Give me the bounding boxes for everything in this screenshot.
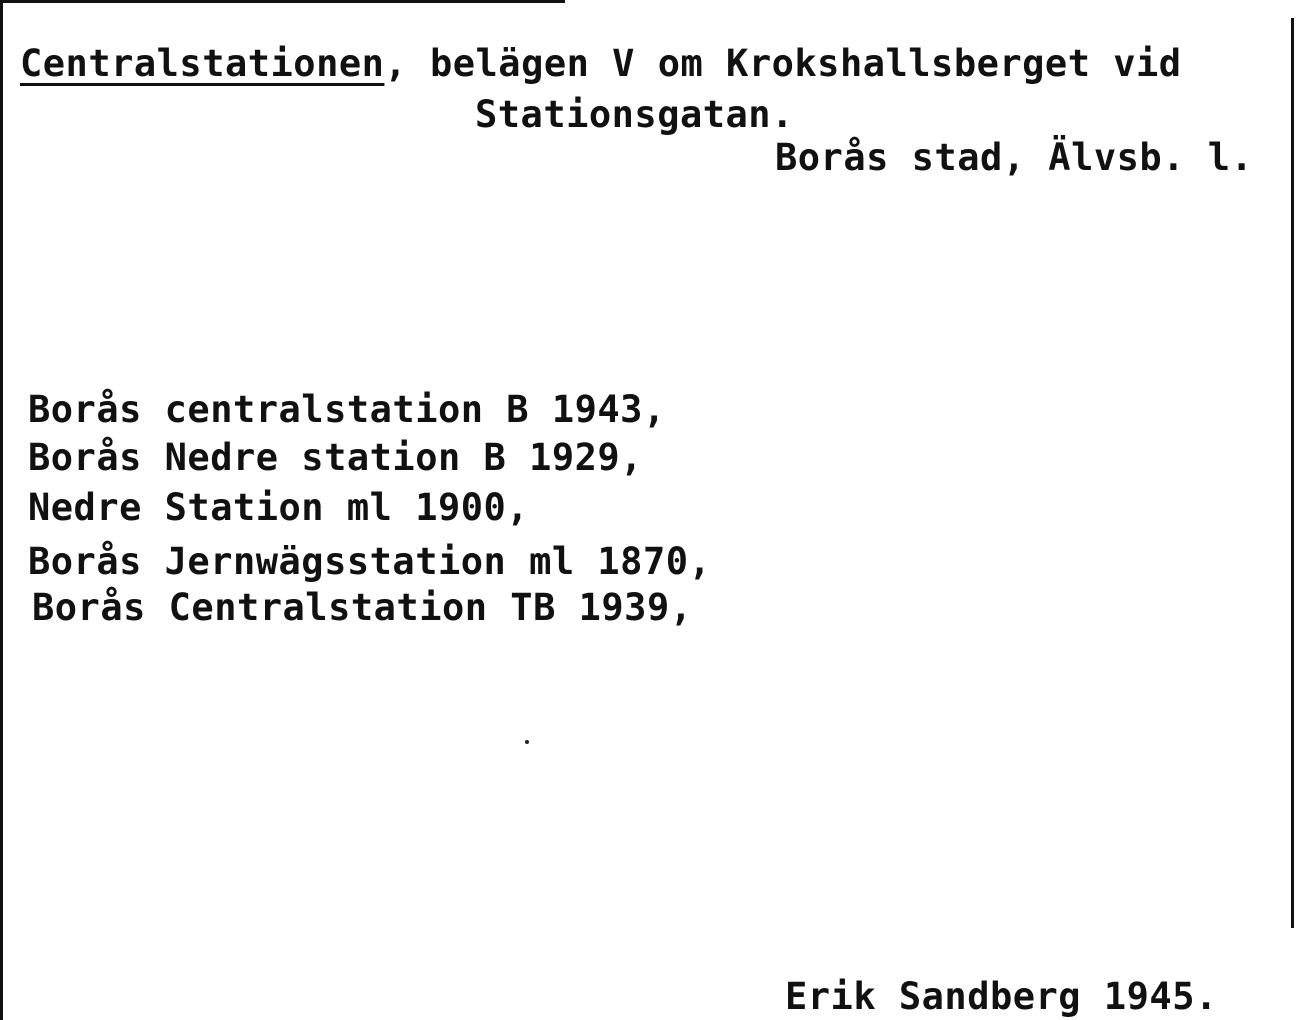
ink-speck: [525, 740, 529, 744]
card-right-edge: [1291, 18, 1294, 928]
heading-line: [20, 42, 1182, 86]
card-title-suffix: , belägen V om Krokshallsberget vid: [384, 42, 1182, 85]
locality-line: Borås stad, Älvsb. l.: [775, 136, 1254, 179]
card-left-edge: [0, 0, 3, 1020]
name-entry: Borås Centralstation TB 1939,: [32, 586, 693, 629]
name-entry: Borås Jernwägsstation ml 1870,: [28, 540, 712, 583]
address-line: Stationsgatan.: [475, 93, 794, 136]
card-title: Centralstationen: [20, 42, 385, 85]
card-top-edge: [0, 0, 565, 3]
signature: Erik Sandberg 1945.: [785, 975, 1218, 1018]
name-entry: Borås Nedre station B 1929,: [28, 436, 643, 479]
name-entry: Nedre Station ml 1900,: [28, 486, 530, 529]
name-entry: Borås centralstation B 1943,: [28, 388, 666, 431]
